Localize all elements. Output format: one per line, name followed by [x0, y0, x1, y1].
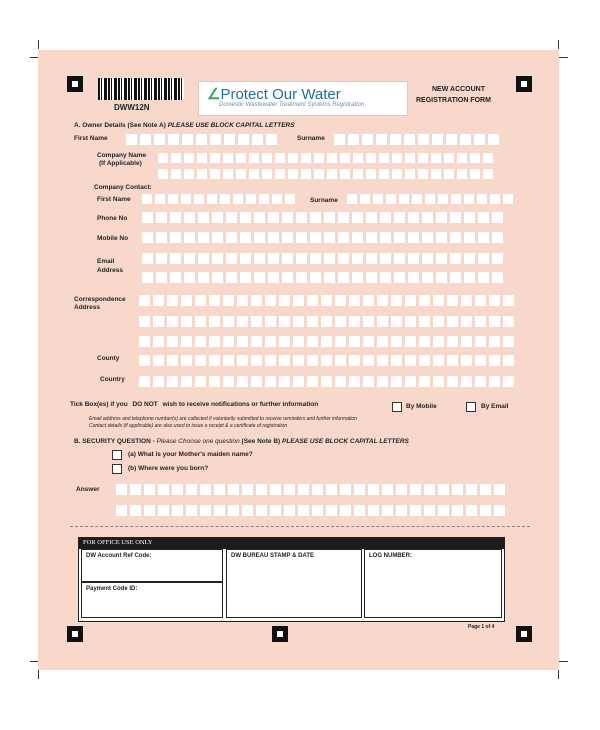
company-name-hint: (If Applicable)	[99, 160, 142, 167]
phone-input[interactable]	[142, 212, 503, 223]
fine-print-2: Contact details (if applicable) are also used to issue a receipt & a certificate of registration	[89, 423, 288, 429]
answer-input-line2[interactable]	[116, 505, 505, 516]
mobile-input[interactable]	[142, 232, 503, 243]
dashed-divider	[70, 526, 530, 527]
address-input-line1[interactable]	[139, 295, 514, 306]
log-number-field[interactable]: LOG NUMBER:	[364, 549, 502, 618]
email-input-line1[interactable]	[142, 253, 503, 264]
country-label: Country	[100, 376, 125, 383]
tick-label: Tick Box(es) if you DO NOT wish to receive notifications or further information	[70, 401, 319, 408]
country-input[interactable]	[139, 376, 514, 387]
section-a-heading: A. Owner Details (See Note A) PLEASE USE BLOCK CAPITAL LETTERS	[74, 122, 295, 129]
crop-mark	[558, 670, 559, 679]
company-name-input-line2[interactable]	[158, 169, 493, 179]
by-email-checkbox[interactable]	[466, 402, 476, 412]
fine-print-1: Email address and telephone number(s) are collected if voluntarily submitted to receive reminders and further information	[89, 416, 357, 422]
form-code: DWW12N	[114, 103, 150, 112]
email-label: Email	[97, 258, 115, 265]
crop-mark	[558, 40, 559, 49]
by-email-label: By Email	[481, 403, 509, 410]
logo-check-icon: ∠	[207, 86, 221, 103]
page-number: Page 1 of 4	[468, 624, 495, 630]
registration-mark	[272, 626, 288, 642]
logo-box	[198, 81, 408, 116]
company-contact-label: Company Contact:	[94, 184, 152, 191]
form-title-line2: REGISTRATION FORM	[416, 97, 491, 104]
logo-subtitle: Domestic Wastewater Treatment Systems Registration	[219, 102, 365, 108]
phone-label: Phone No	[97, 215, 128, 222]
question-a-checkbox[interactable]	[112, 450, 122, 460]
surname-input[interactable]	[334, 134, 499, 145]
contact-surname-label: Surname	[310, 197, 338, 204]
office-use-panel	[78, 537, 505, 622]
mobile-label: Mobile No	[97, 235, 129, 242]
county-label: County	[97, 355, 120, 362]
bureau-stamp-field[interactable]: DW BUREAU STAMP & DATE	[226, 549, 362, 618]
crop-mark	[559, 661, 568, 662]
crop-mark	[559, 57, 568, 58]
registration-mark	[67, 76, 83, 92]
contact-first-name-input[interactable]	[142, 194, 295, 204]
registration-mark	[516, 626, 532, 642]
correspondence-label-address: Address	[74, 304, 101, 311]
registration-mark	[516, 76, 532, 92]
answer-input-line1[interactable]	[116, 484, 505, 495]
first-name-label: First Name	[74, 135, 108, 142]
address-input-line3[interactable]	[139, 336, 514, 347]
contact-surname-input[interactable]	[347, 194, 513, 204]
form-title-line1: NEW ACCOUNT	[432, 86, 486, 93]
crop-mark	[38, 40, 39, 49]
contact-first-name-label: First Name	[97, 196, 131, 203]
email-label-address: Address	[97, 267, 124, 274]
first-name-input[interactable]	[126, 134, 277, 145]
office-use-heading: FOR OFFICE USE ONLY	[79, 538, 504, 549]
county-input[interactable]	[139, 355, 514, 366]
logo-title: ∠Protect Our Water	[207, 86, 341, 103]
answer-label: Answer	[76, 486, 100, 493]
registration-mark	[67, 626, 83, 642]
address-input-line2[interactable]	[139, 316, 514, 327]
question-a-label: (a) What is your Mother's maiden name?	[128, 451, 253, 458]
email-input-line2[interactable]	[142, 272, 503, 283]
company-name-label: Company Name	[97, 152, 147, 159]
question-b-checkbox[interactable]	[112, 464, 122, 474]
correspondence-label: Correspondence	[74, 296, 126, 303]
company-name-input-line1[interactable]	[158, 153, 493, 163]
by-mobile-label: By Mobile	[406, 403, 437, 410]
payment-code-field[interactable]: Payment Code ID:	[81, 582, 223, 618]
surname-label: Surname	[297, 135, 325, 142]
question-b-label: (b) Where were you born?	[128, 465, 209, 472]
crop-mark	[38, 670, 39, 679]
account-ref-field[interactable]: DW Account Ref Code:	[81, 549, 223, 582]
by-mobile-checkbox[interactable]	[392, 402, 402, 412]
barcode	[98, 78, 184, 100]
section-b-heading: B. SECURITY QUESTION - Please Choose one question (See Note B) PLEASE USE BLOCK CAPITAL LETTERS	[74, 438, 409, 445]
